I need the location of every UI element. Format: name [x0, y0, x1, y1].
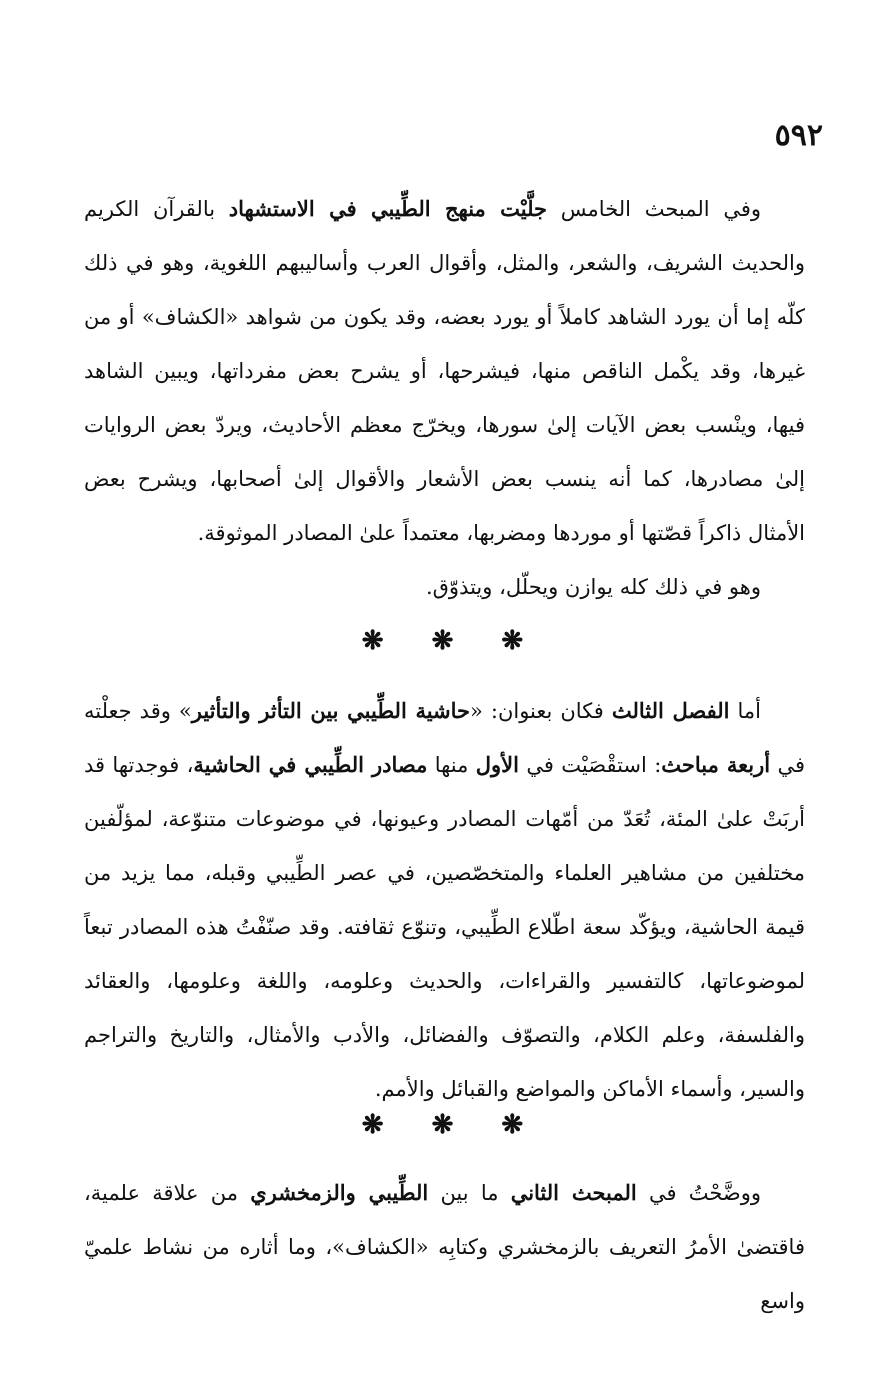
asterisk-icon: ❋	[501, 626, 524, 656]
bold-phrase: جلَّيْت منهج الطِّيبي في الاستشهاد	[228, 196, 548, 221]
bold-phrase: الفصل الثالث	[611, 698, 730, 723]
bold-phrase: الأول	[475, 752, 519, 777]
paragraph-text: ، فوجدتها قد أربَتْ علىٰ المئة، تُعَدّ من أمّهات المصادر وعيونها، في موضوعات متنوّعة، لمؤلّفين مختلفين من مشاهير العلماء والمتخصّصين، في عصر الطِّيبي وقبله، مما يزيد من قيمة الحاشية، ويؤكّد سعة اطّلاع الطِّيبي، وتنوّع ثقافته. وقد صنّفْتُ هذه المصادر تبعاً لموضوعاتها، كالتفسير والقراءات، والحديث وعلومه، واللغة وعلومها، والعقائد والفلسفة، وعلم الكلام، والتصوّف والفضائل، والأدب والأمثال، والتاريخ والتراجم والسير، وأسماء الأماكن والمواضع والقبائل والأمم.	[84, 753, 805, 1101]
paragraph-citation-method	[84, 182, 805, 560]
paragraph-text: منها	[427, 753, 476, 777]
paragraph-text: وفي المبحث الخامس	[547, 197, 761, 221]
paragraph-chapter-three	[84, 684, 805, 1116]
bold-phrase: أربعة مباحث	[661, 752, 771, 777]
paragraph-text: فكان بعنوان: «	[470, 699, 612, 723]
bold-phrase: حاشية الطِّيبي بين التأثر والتأثير	[191, 698, 471, 723]
paragraph-relationship	[84, 1166, 805, 1328]
paragraph-text: » وقد جعلْته في	[84, 699, 806, 777]
paragraph-sources	[84, 684, 805, 1116]
paragraph-zamakhshari	[84, 1166, 805, 1328]
paragraph-summary: وهو في ذلك كله يوازن ويحلّل، ويتذوّق.	[425, 575, 761, 599]
bold-phrase: مصادر الطِّيبي في الحاشية	[193, 752, 428, 777]
asterisk-icon: ❋	[501, 1110, 524, 1140]
paragraph-text: : استقْصَيْت في	[518, 753, 662, 777]
asterisk-icon: ❋	[431, 1110, 454, 1140]
asterisk-icon: ❋	[431, 626, 454, 656]
bold-phrase: الطِّيبي والزمخشري	[250, 1180, 429, 1205]
asterisk-icon: ❋	[361, 626, 384, 656]
paragraph-stylistic-analysis	[84, 182, 805, 614]
paragraph-text: من علاقة علمية، فاقتضىٰ الأمرُ التعريف بالزمخشري وكتابِه «الكشاف»، وما أثاره من نشاط علميّ واسع	[84, 1181, 805, 1313]
paragraph-text: بالقرآن الكريم والحديث الشريف، والشعر، والمثل، وأقوال العرب وأساليبهم اللغوية، وهو في ذلك كلّه إما أن يورد الشاهد كاملاً أو يورد بعضه، وقد يكون من شواهد «الكشاف» أو من غيرها، وقد يكْمل الناقص منها، فيشرحها، أو يشرح بعض مفرداتها، ويبين الشاهد فيها، وينْسب بعض الآيات إلىٰ سورها، ويخرّج معظم الأحاديث، ويردّ بعض الروايات إلىٰ مصادرها، كما أنه ينسب بعض الأشعار والأقوال إلىٰ أصحابها، ويشرح بعض الأمثال ذاكراً قصّتها أو موردها ومضربها، معتمداً علىٰ المصادر الموثوقة.	[84, 197, 805, 545]
paragraph-text: أما	[729, 699, 761, 723]
paragraph-text: ووضَّحْتُ في	[636, 1181, 762, 1205]
asterisk-icon: ❋	[361, 1110, 384, 1140]
paragraph-text: ما بين	[428, 1181, 511, 1205]
section-separator	[0, 626, 885, 656]
bold-phrase: المبحث الثاني	[510, 1180, 637, 1205]
page-number: ٥٩٢	[774, 118, 823, 153]
section-separator	[0, 1110, 885, 1140]
